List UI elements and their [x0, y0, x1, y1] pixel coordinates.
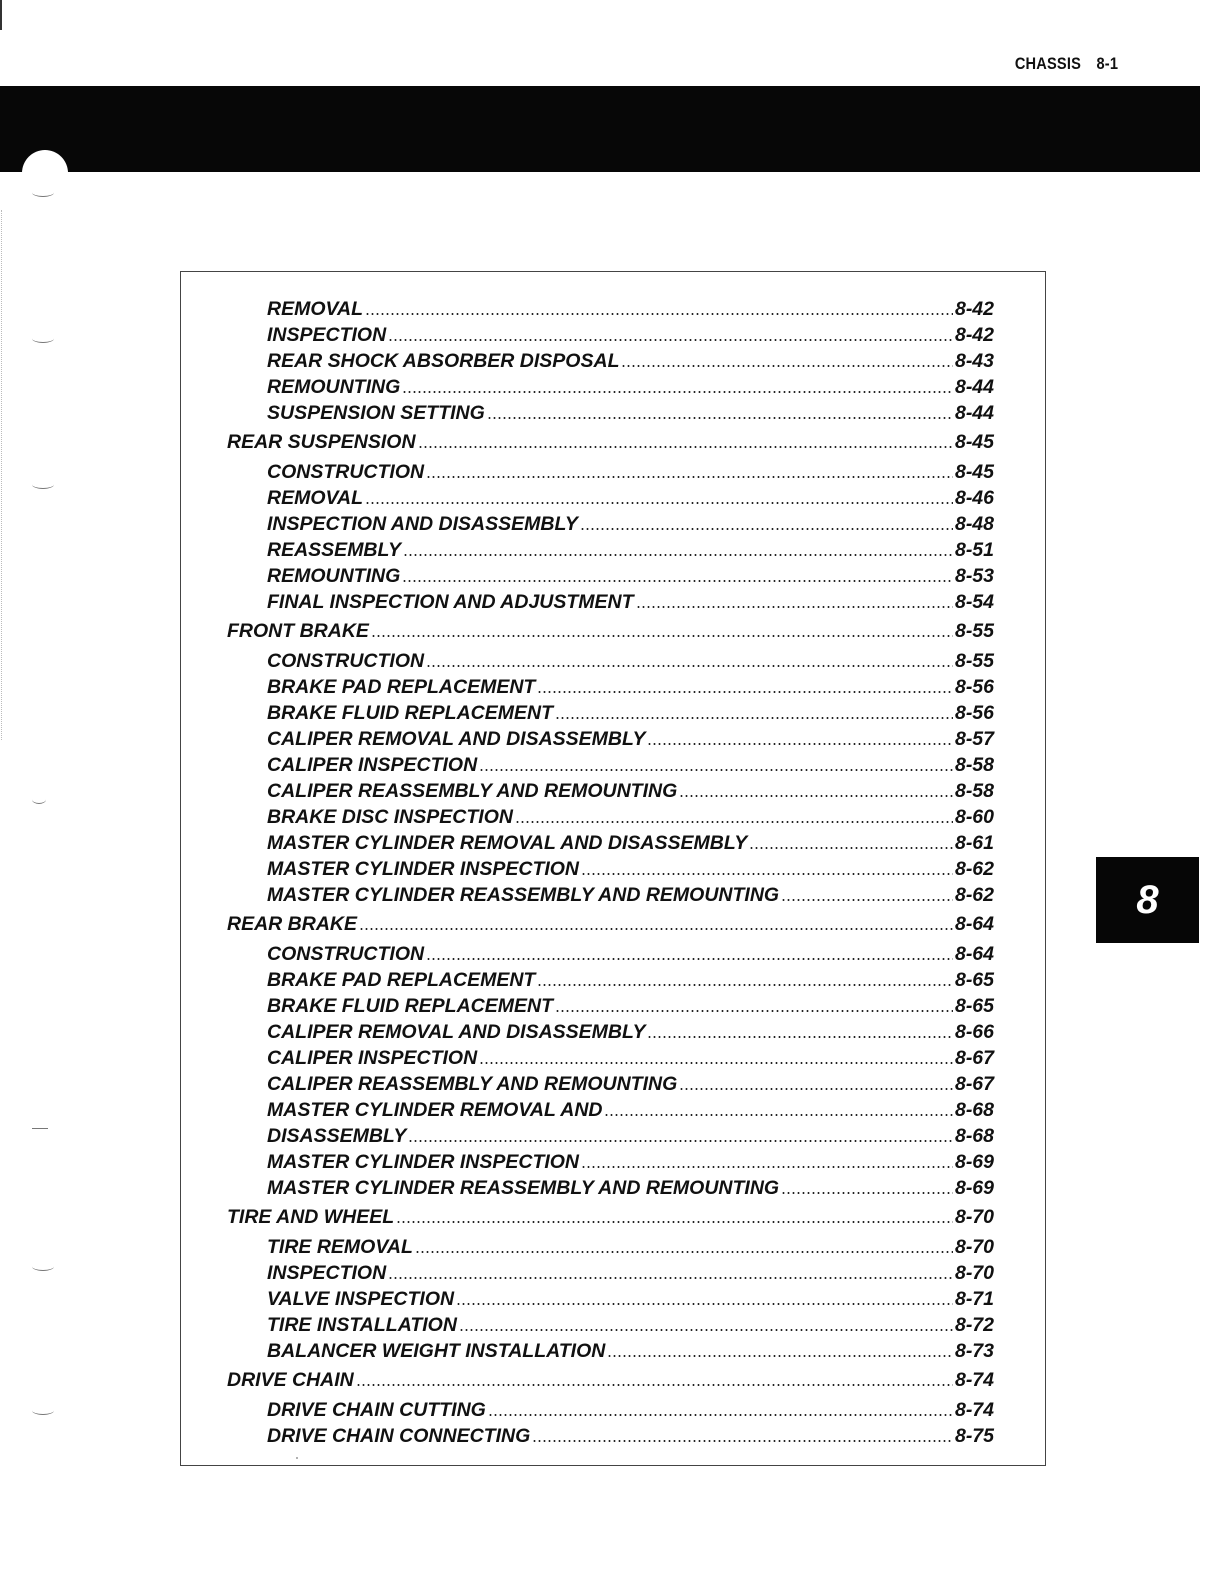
toc-section-entry[interactable]	[227, 616, 994, 642]
toc-dot-leader	[532, 1440, 953, 1442]
toc-subsection-entry[interactable]	[267, 672, 994, 698]
binding-mark	[32, 188, 54, 197]
toc-subsection-entry[interactable]	[267, 509, 994, 535]
toc-entry-page: 8-72	[954, 1314, 994, 1336]
toc-dot-leader	[408, 1140, 953, 1142]
toc-subsection-entry[interactable]	[267, 1336, 994, 1362]
toc-entry-title: FRONT BRAKE	[227, 620, 369, 642]
toc-entry-page: 8-51	[954, 539, 994, 561]
toc-dot-leader	[418, 446, 953, 448]
toc-subsection-entry[interactable]	[267, 880, 994, 906]
toc-dot-leader	[396, 1221, 953, 1223]
toc-entry-title: CONSTRUCTION	[267, 650, 425, 672]
toc-subsection-entry[interactable]	[267, 294, 994, 320]
toc-entry-title: BRAKE PAD REPLACEMENT	[267, 969, 536, 991]
toc-entry-page: 8-65	[954, 969, 994, 991]
toc-entry-title: DRIVE CHAIN	[227, 1369, 354, 1391]
toc-entry-page: 8-70	[954, 1262, 994, 1284]
toc-entry-title: BRAKE PAD REPLACEMENT	[267, 676, 536, 698]
toc-entry-title: REAR SHOCK ABSORBER DISPOSAL	[267, 350, 620, 372]
toc-subsection-entry[interactable]	[267, 457, 994, 483]
toc-entry-title: REAR BRAKE	[227, 913, 358, 935]
toc-entry-page: 8-58	[954, 780, 994, 802]
binding-mark	[32, 795, 46, 804]
toc-entry-title: DRIVE CHAIN CONNECTING	[267, 1425, 531, 1447]
toc-entry-title: CALIPER REMOVAL AND DISASSEMBLY	[267, 1021, 646, 1043]
toc-dot-leader	[607, 1355, 953, 1357]
toc-subsection-entry[interactable]	[267, 346, 994, 372]
toc-entry-title: FINAL INSPECTION AND ADJUSTMENT	[267, 591, 634, 613]
toc-dot-leader	[636, 606, 953, 608]
toc-subsection-entry[interactable]	[267, 724, 994, 750]
toc-entry-page: 8-61	[954, 832, 994, 854]
toc-entry-title: MASTER CYLINDER INSPECTION	[267, 1151, 580, 1173]
toc-dot-leader	[479, 769, 953, 771]
toc-entry-title: REMOVAL	[267, 487, 364, 509]
toc-entry-page: 8-54	[954, 591, 994, 613]
toc-entry-title: CONSTRUCTION	[267, 943, 425, 965]
toc-subsection-entry[interactable]	[267, 991, 994, 1017]
toc-entry-title: MASTER CYLINDER INSPECTION	[267, 858, 580, 880]
binding-mark	[32, 1406, 54, 1415]
toc-dot-leader	[537, 691, 953, 693]
toc-entry-page: 8-43	[954, 350, 994, 372]
binding-mark	[32, 1262, 54, 1271]
toc-dot-leader	[515, 821, 953, 823]
toc-subsection-entry[interactable]	[267, 1395, 994, 1421]
toc-subsection-entry[interactable]	[267, 535, 994, 561]
toc-entry-title: TIRE AND WHEEL	[227, 1206, 395, 1228]
toc-entry-page: 8-71	[954, 1288, 994, 1310]
toc-dot-leader	[647, 1036, 952, 1038]
toc-dot-leader	[749, 847, 953, 849]
speck	[296, 1457, 298, 1459]
binding-mark	[32, 1120, 48, 1129]
toc-subsection-entry[interactable]	[267, 1310, 994, 1336]
toc-entry-page: 8-55	[954, 620, 994, 642]
toc-dot-leader	[426, 958, 953, 960]
toc-dot-leader	[604, 1114, 952, 1116]
toc-dot-leader	[388, 1277, 953, 1279]
chapter-banner	[0, 86, 1200, 172]
toc-dot-leader	[621, 365, 952, 367]
toc-dot-leader	[426, 476, 953, 478]
binding-mark	[32, 334, 54, 343]
edge-binding-dots	[1, 210, 3, 740]
toc-dot-leader	[581, 873, 953, 875]
toc-subsection-entry[interactable]	[267, 750, 994, 776]
toc-entry-page: 8-44	[954, 376, 994, 398]
toc-entry-title: CALIPER INSPECTION	[267, 1047, 478, 1069]
toc-dot-leader	[479, 1062, 953, 1064]
toc-entry-title: BRAKE FLUID REPLACEMENT	[267, 702, 553, 724]
toc-subsection-entry[interactable]	[267, 1258, 994, 1284]
toc-subsection-entry[interactable]	[267, 1147, 994, 1173]
toc-subsection-entry[interactable]	[267, 1284, 994, 1310]
toc-entry-title: INSPECTION	[267, 1262, 387, 1284]
toc-dot-leader	[580, 528, 953, 530]
toc-dot-leader	[537, 984, 953, 986]
toc-entry-page: 8-62	[954, 858, 994, 880]
toc-entry-page: 8-45	[954, 431, 994, 453]
toc-dot-leader	[456, 1303, 953, 1305]
toc-dot-leader	[487, 417, 953, 419]
toc-entry-title: DISASSEMBLY	[267, 1125, 407, 1147]
toc-dot-leader	[679, 1088, 953, 1090]
toc-subsection-entry[interactable]	[267, 1043, 994, 1069]
toc-entry-title: TIRE REMOVAL	[267, 1236, 413, 1258]
toc-dot-leader	[365, 313, 953, 315]
toc-entry-page: 8-68	[954, 1125, 994, 1147]
toc-section-entry[interactable]	[227, 1365, 994, 1391]
toc-entry-title: BRAKE DISC INSPECTION	[267, 806, 513, 828]
toc-entry-title: REMOUNTING	[267, 565, 401, 587]
toc-entry-title: INSPECTION AND DISASSEMBLY	[267, 513, 578, 535]
toc-entry-page: 8-67	[954, 1047, 994, 1069]
toc-dot-leader	[555, 1010, 953, 1012]
toc-subsection-entry[interactable]	[267, 1069, 994, 1095]
toc-entry-page: 8-42	[954, 324, 994, 346]
toc-entry-title: CONSTRUCTION	[267, 461, 425, 483]
toc-entry-page: 8-42	[954, 298, 994, 320]
page-header	[1015, 54, 1118, 74]
toc-dot-leader	[647, 743, 952, 745]
toc-entry-title: DRIVE CHAIN CUTTING	[267, 1399, 486, 1421]
toc-dot-leader	[371, 635, 953, 637]
toc-entry-title: INSPECTION	[267, 324, 387, 346]
toc-subsection-entry[interactable]	[267, 802, 994, 828]
toc-subsection-entry[interactable]	[267, 1121, 994, 1147]
toc-dot-leader	[403, 554, 953, 556]
toc-subsection-entry[interactable]	[267, 854, 994, 880]
toc-entry-page: 8-62	[954, 884, 994, 906]
toc-entry-title: REAR SUSPENSION	[227, 431, 416, 453]
toc-entry-page: 8-74	[954, 1369, 994, 1391]
toc-entry-page: 8-55	[954, 650, 994, 672]
toc-entry-page: 8-65	[954, 995, 994, 1017]
toc-entry-page: 8-46	[954, 487, 994, 509]
toc-subsection-entry[interactable]	[267, 561, 994, 587]
header-page-number: 8-1	[1096, 54, 1118, 73]
toc-dot-leader	[356, 1384, 953, 1386]
toc-entry-page: 8-66	[954, 1021, 994, 1043]
toc-entry-page: 8-69	[954, 1151, 994, 1173]
toc-subsection-entry[interactable]	[267, 320, 994, 346]
toc-dot-leader	[488, 1414, 953, 1416]
toc-entry-title: MASTER CYLINDER REASSEMBLY AND REMOUNTING	[267, 884, 780, 906]
toc-dot-leader	[388, 339, 953, 341]
toc-entry-page: 8-70	[954, 1206, 994, 1228]
toc-dot-leader	[679, 795, 953, 797]
toc-entry-page: 8-69	[954, 1177, 994, 1199]
toc-entry-title: CALIPER INSPECTION	[267, 754, 478, 776]
toc-entry-title: BALANCER WEIGHT INSTALLATION	[267, 1340, 606, 1362]
header-section-title: CHASSIS	[1014, 54, 1081, 73]
toc-subsection-entry[interactable]	[267, 965, 994, 991]
section-tab: 8	[1096, 857, 1199, 943]
toc-entry-page: 8-75	[954, 1425, 994, 1447]
toc-entry-title: REMOVAL	[267, 298, 364, 320]
toc-entry-title: MASTER CYLINDER REMOVAL AND DISASSEMBLY	[267, 832, 748, 854]
toc-section-entry[interactable]	[227, 1202, 994, 1228]
edge-mark	[0, 0, 2, 30]
toc-entry-title: CALIPER REASSEMBLY AND REMOUNTING	[267, 780, 678, 802]
toc-entry-title: TIRE INSTALLATION	[267, 1314, 457, 1336]
toc-entry-title: BRAKE FLUID REPLACEMENT	[267, 995, 553, 1017]
toc-entry-page: 8-57	[954, 728, 994, 750]
toc-dot-leader	[359, 928, 953, 930]
toc-entry-title: REASSEMBLY	[267, 539, 401, 561]
toc-subsection-entry[interactable]	[267, 483, 994, 509]
toc-entry-title: SUSPENSION SETTING	[267, 402, 485, 424]
toc-subsection-entry[interactable]	[267, 587, 994, 613]
toc-entry-page: 8-58	[954, 754, 994, 776]
toc-subsection-entry[interactable]	[267, 1095, 994, 1121]
toc-dot-leader	[555, 717, 953, 719]
toc-subsection-entry[interactable]	[267, 698, 994, 724]
toc-subsection-entry[interactable]	[267, 776, 994, 802]
toc-entry-title: MASTER CYLINDER REMOVAL AND	[267, 1099, 603, 1121]
toc-dot-leader	[781, 1192, 953, 1194]
toc-subsection-entry[interactable]	[267, 398, 994, 424]
toc-subsection-entry[interactable]	[267, 1173, 994, 1199]
toc-dot-leader	[402, 580, 953, 582]
toc-entry-page: 8-44	[954, 402, 994, 424]
toc-dot-leader	[402, 391, 953, 393]
toc-dot-leader	[581, 1166, 953, 1168]
toc-subsection-entry[interactable]	[267, 939, 994, 965]
toc-subsection-entry[interactable]	[267, 372, 994, 398]
toc-subsection-entry[interactable]	[267, 1017, 994, 1043]
toc-entry-title: CALIPER REASSEMBLY AND REMOUNTING	[267, 1073, 678, 1095]
toc-section-entry[interactable]	[227, 909, 994, 935]
toc-entry-page: 8-70	[954, 1236, 994, 1258]
toc-subsection-entry[interactable]	[267, 1421, 994, 1447]
toc-entry-page: 8-45	[954, 461, 994, 483]
toc-entry-page: 8-68	[954, 1099, 994, 1121]
toc-dot-leader	[365, 502, 953, 504]
toc-entry-page: 8-60	[954, 806, 994, 828]
toc-entry-title: VALVE INSPECTION	[267, 1288, 455, 1310]
toc-entry-page: 8-74	[954, 1399, 994, 1421]
toc-entry-page: 8-56	[954, 702, 994, 724]
toc-subsection-entry[interactable]	[267, 1232, 994, 1258]
toc-entry-page: 8-64	[954, 913, 994, 935]
toc-entry-page: 8-48	[954, 513, 994, 535]
toc-entry-page: 8-56	[954, 676, 994, 698]
toc-entry-title: CALIPER REMOVAL AND DISASSEMBLY	[267, 728, 646, 750]
toc-dot-leader	[415, 1251, 953, 1253]
toc-subsection-entry[interactable]	[267, 828, 994, 854]
toc-entry-page: 8-53	[954, 565, 994, 587]
toc-dot-leader	[459, 1329, 953, 1331]
toc-subsection-entry[interactable]	[267, 646, 994, 672]
toc-entry-page: 8-67	[954, 1073, 994, 1095]
toc-section-entry[interactable]	[227, 427, 994, 453]
toc-entry-title: MASTER CYLINDER REASSEMBLY AND REMOUNTING	[267, 1177, 780, 1199]
toc-entry-page: 8-73	[954, 1340, 994, 1362]
binding-mark	[32, 480, 54, 489]
toc-dot-leader	[781, 899, 953, 901]
toc-entry-page: 8-64	[954, 943, 994, 965]
table-of-contents	[180, 271, 1046, 1466]
toc-dot-leader	[426, 665, 953, 667]
toc-entry-title: REMOUNTING	[267, 376, 401, 398]
